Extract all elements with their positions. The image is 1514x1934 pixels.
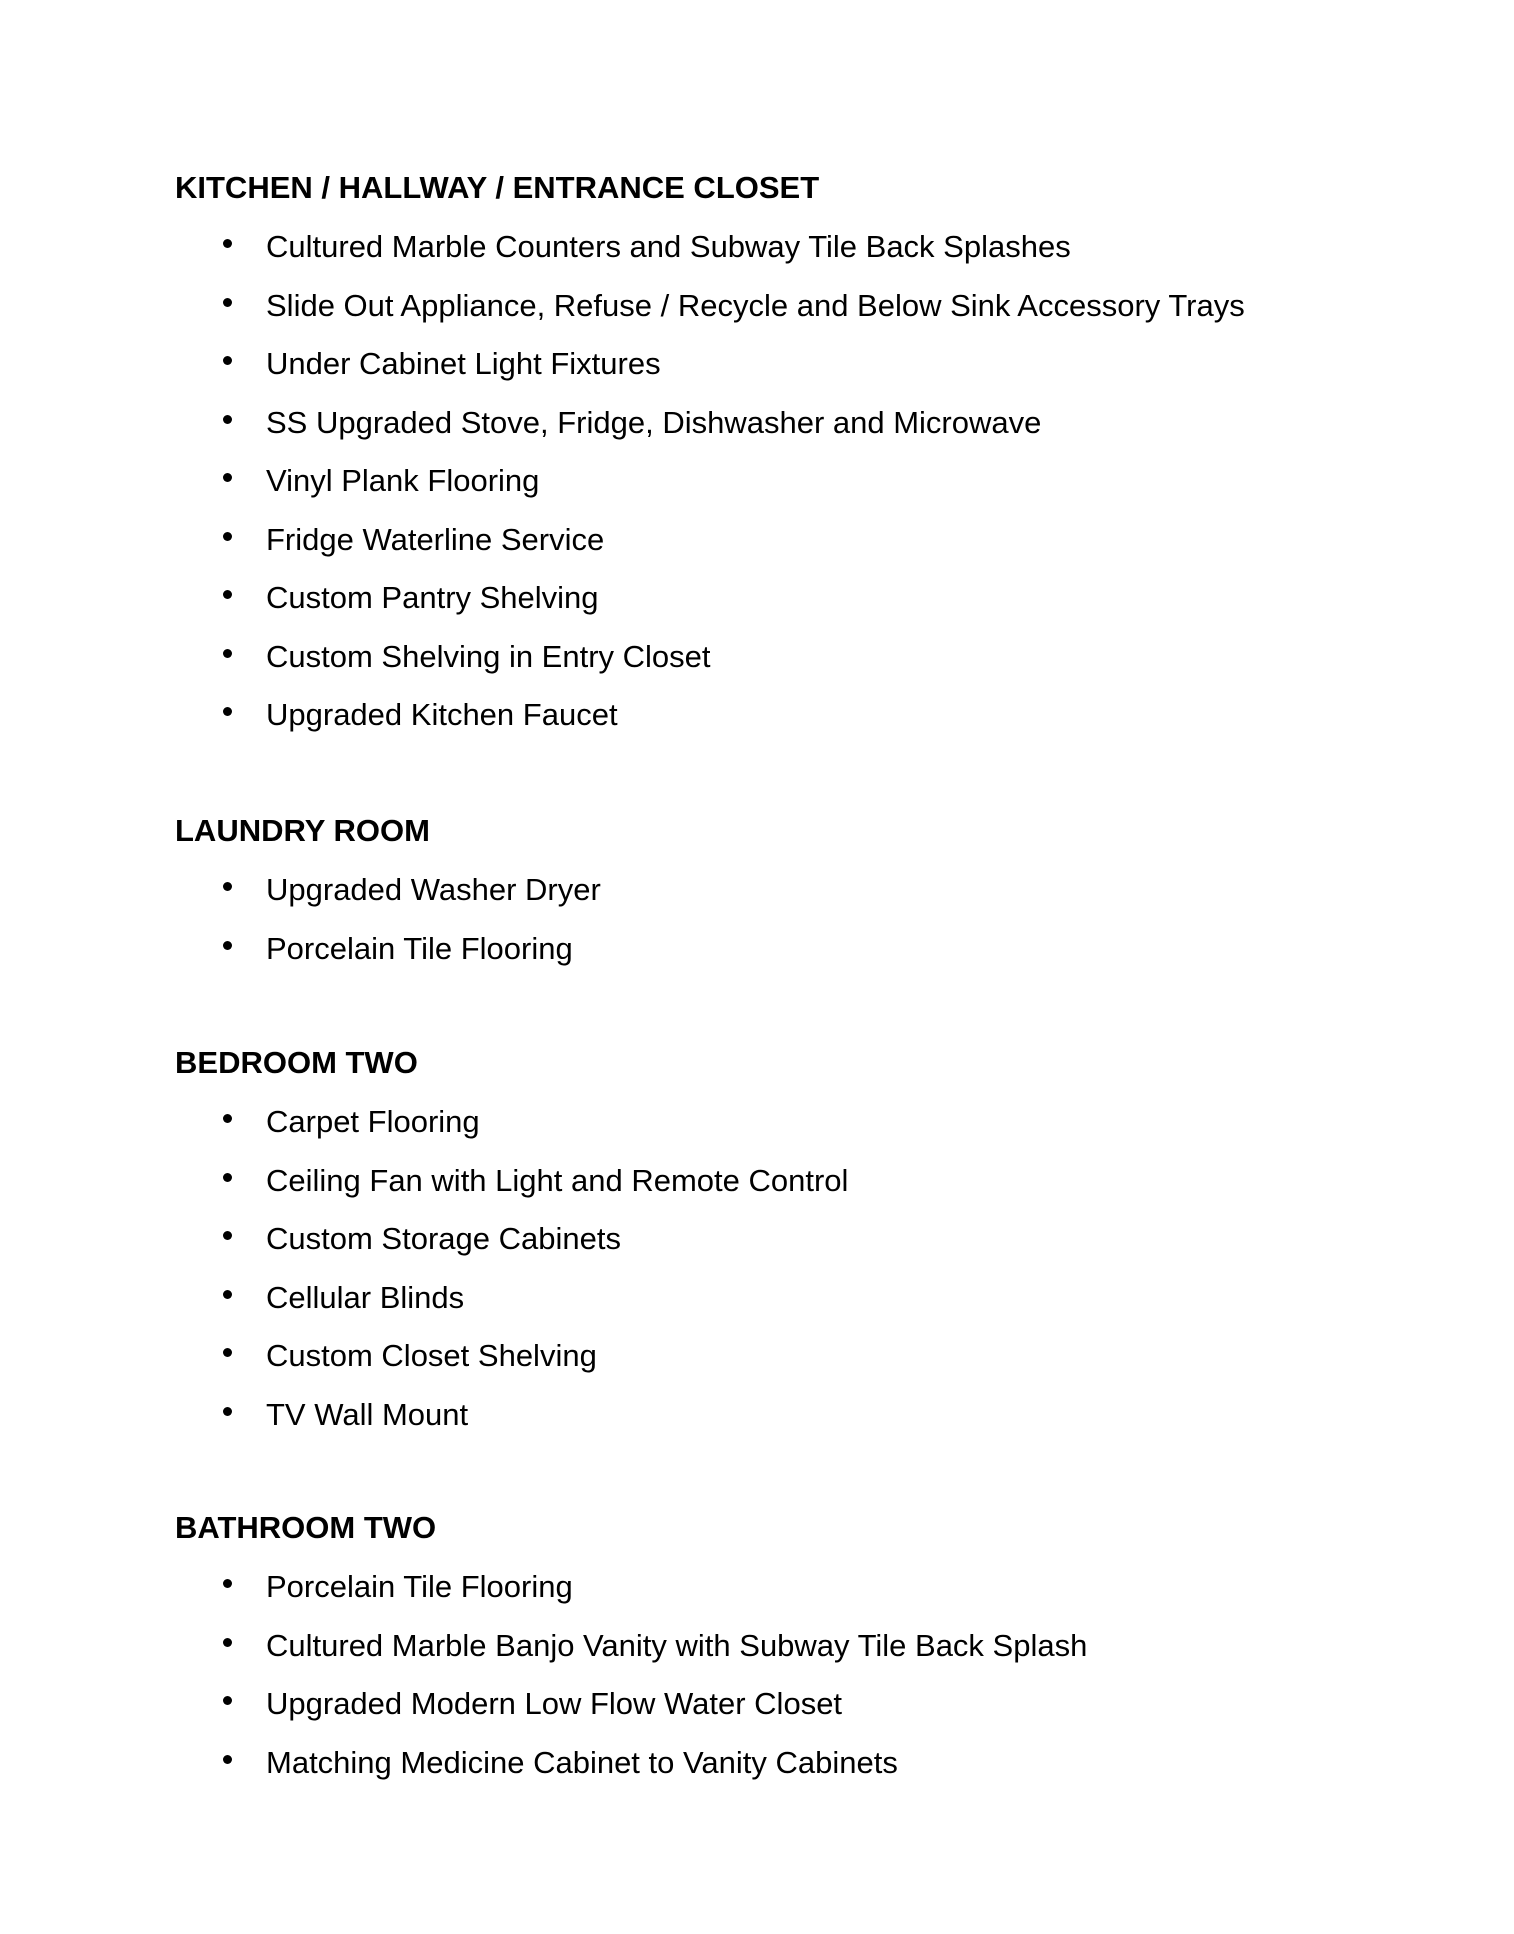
item-text: Under Cabinet Light Fixtures xyxy=(266,346,661,381)
list-item xyxy=(175,511,1375,570)
list-item xyxy=(175,1558,1375,1617)
list-item xyxy=(175,861,1375,920)
item-text: Ceiling Fan with Light and Remote Control xyxy=(266,1162,849,1198)
section-bedroom-two xyxy=(175,1045,1375,1444)
item-list xyxy=(175,861,1375,978)
list-item xyxy=(175,1152,1375,1211)
section-bathroom-two xyxy=(175,1510,1375,1792)
list-item xyxy=(175,1210,1375,1269)
item-text: Cultured Marble Counters and Subway Tile Back Splashes xyxy=(266,229,1071,264)
bullet-icon xyxy=(223,1348,232,1357)
bullet-icon xyxy=(223,356,232,365)
item-text: Carpet Flooring xyxy=(266,1104,480,1139)
bullet-icon xyxy=(223,649,232,658)
item-text: Upgraded Kitchen Faucet xyxy=(266,697,618,732)
list-item xyxy=(175,394,1375,453)
bullet-icon xyxy=(223,1173,232,1182)
item-text: Custom Pantry Shelving xyxy=(266,580,599,615)
bullet-icon xyxy=(223,532,232,541)
item-text: Fridge Waterline Service xyxy=(266,521,605,557)
item-text: Porcelain Tile Flooring xyxy=(266,1569,573,1604)
bullet-icon xyxy=(223,1290,232,1299)
list-item xyxy=(175,1386,1375,1445)
section-title: BATHROOM TWO xyxy=(175,1510,437,1545)
list-item xyxy=(175,920,1375,979)
bullet-icon xyxy=(223,1231,232,1240)
item-text: Upgraded Washer Dryer xyxy=(266,872,601,907)
item-text: SS Upgraded Stove, Fridge, Dishwasher and Microwave xyxy=(266,404,1042,440)
item-text: Cellular Blinds xyxy=(266,1279,465,1315)
list-item xyxy=(175,628,1375,687)
section-kitchen xyxy=(175,170,1375,745)
item-text: Custom Storage Cabinets xyxy=(266,1221,621,1256)
item-text: Custom Closet Shelving xyxy=(266,1338,597,1373)
bullet-icon xyxy=(223,1114,232,1123)
list-item xyxy=(175,1327,1375,1386)
list-item xyxy=(175,1269,1375,1328)
item-text: Vinyl Plank Flooring xyxy=(266,463,540,498)
bullet-icon xyxy=(223,1755,232,1764)
item-text: Matching Medicine Cabinet to Vanity Cabinets xyxy=(266,1744,898,1780)
bullet-icon xyxy=(223,1579,232,1588)
list-item xyxy=(175,277,1375,336)
bullet-icon xyxy=(223,590,232,599)
list-item xyxy=(175,1675,1375,1734)
bullet-icon xyxy=(223,1696,232,1705)
bullet-icon xyxy=(223,1407,232,1416)
list-item xyxy=(175,686,1375,745)
item-text: Custom Shelving in Entry Closet xyxy=(266,638,711,674)
item-list xyxy=(175,218,1375,745)
item-text: Upgraded Modern Low Flow Water Closet xyxy=(266,1686,843,1721)
bullet-icon xyxy=(223,707,232,716)
item-text: Slide Out Appliance, Refuse / Recycle and Below Sink Accessory Trays xyxy=(266,287,1245,323)
bullet-icon xyxy=(223,473,232,482)
bullet-icon xyxy=(223,941,232,950)
bullet-icon xyxy=(223,1638,232,1647)
item-text: Cultured Marble Banjo Vanity with Subway Tile Back Splash xyxy=(266,1627,1088,1663)
bullet-icon xyxy=(223,298,232,307)
section-title: KITCHEN / HALLWAY / ENTRANCE CLOSET xyxy=(175,170,820,205)
list-item xyxy=(175,452,1375,511)
item-list xyxy=(175,1093,1375,1444)
section-title: LAUNDRY ROOM xyxy=(175,813,430,848)
list-item xyxy=(175,218,1375,277)
list-item xyxy=(175,569,1375,628)
list-item xyxy=(175,1734,1375,1793)
list-item xyxy=(175,1617,1375,1676)
list-item xyxy=(175,335,1375,394)
item-text: TV Wall Mount xyxy=(266,1396,469,1432)
item-list xyxy=(175,1558,1375,1792)
list-item xyxy=(175,1093,1375,1152)
section-title: BEDROOM TWO xyxy=(175,1045,418,1080)
bullet-icon xyxy=(223,239,232,248)
item-text: Porcelain Tile Flooring xyxy=(266,930,573,966)
bullet-icon xyxy=(223,882,232,891)
bullet-icon xyxy=(223,415,232,424)
section-laundry xyxy=(175,813,1375,978)
